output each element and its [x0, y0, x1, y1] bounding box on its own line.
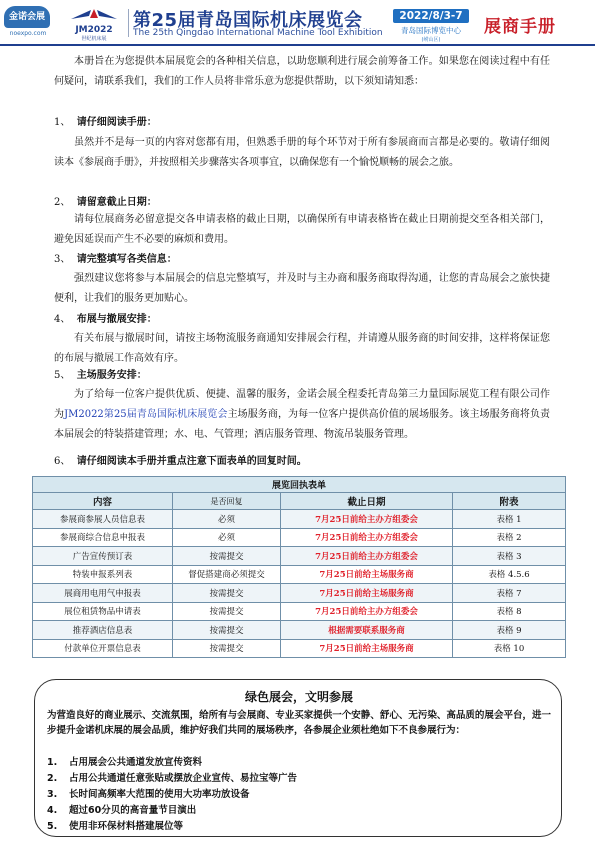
col-header-reply: 是否回复 — [173, 493, 281, 510]
section-1-heading — [54, 116, 157, 130]
section-title: 请仔细阅读手册： — [76, 117, 157, 128]
notice-item — [47, 772, 297, 786]
table-row — [33, 528, 566, 547]
section-5-body — [54, 385, 550, 445]
exhibition-title-en: The 25th Qingdao International Machine Tool Exhibition — [133, 28, 383, 38]
jm-name: JM2022 — [75, 25, 113, 35]
exhibition-title-cn: 第25届青岛国际机床展览会 — [133, 10, 363, 31]
cell-content: 推荐酒店信息表 — [33, 621, 173, 640]
header-rule — [0, 44, 595, 46]
logo-website: noexpo.com — [9, 30, 47, 37]
cell-content: 广告宣传预订表 — [33, 547, 173, 566]
item-text: 超过60分贝的高音量节目演出 — [69, 805, 197, 816]
cell-content: 展位租赁物品申请表 — [33, 602, 173, 621]
logo-badge: 金诺会展 — [4, 6, 50, 28]
exhibition-name-highlight: JM2022第25届青岛国际机床展览会 — [64, 409, 228, 420]
cell-reply: 按需提交 — [173, 639, 281, 658]
table-row — [33, 565, 566, 584]
cell-reply: 按需提交 — [173, 584, 281, 603]
jm2022-logo — [61, 6, 127, 40]
item-text: 长时间高频率大范围的使用大功率功放设备 — [69, 789, 250, 800]
table-row — [33, 639, 566, 658]
exhibition-date: 2022/8/3-7 — [393, 9, 469, 23]
page-header — [0, 0, 595, 44]
cell-reply: 按需提交 — [173, 547, 281, 566]
cell-attachment: 表格 9 — [453, 621, 566, 640]
header-divider — [128, 9, 129, 37]
section-number: 2、 — [54, 197, 71, 208]
cell-deadline: 7月25日前给主场服务商 — [281, 584, 453, 603]
table-row — [33, 602, 566, 621]
item-text: 使用非环保材料搭建展位等 — [69, 821, 184, 832]
section-title: 请留意截止日期： — [76, 197, 157, 208]
section-5-body-post: 主场服务商，为每一位客户提供高价值的展场服务。该主场服务商将负责本届展会的特装搭建管理；水、电、气管理；酒店服务管理、物流吊装服务管理。 — [54, 409, 551, 440]
cell-content: 参展商综合信息申报表 — [33, 528, 173, 547]
item-number: 1. — [47, 757, 58, 768]
section-number: 1、 — [54, 117, 71, 128]
table-row — [33, 584, 566, 603]
section-4-heading — [54, 313, 157, 327]
noexpo-logo — [4, 6, 52, 40]
cell-reply: 按需提交 — [173, 602, 281, 621]
cell-deadline: 7月25日前给主办方组委会 — [281, 547, 453, 566]
notice-item — [47, 804, 196, 818]
cell-reply: 按需提交 — [173, 621, 281, 640]
cell-content: 付款单位开票信息表 — [33, 639, 173, 658]
cell-attachment: 表格 2 — [453, 528, 566, 547]
item-number: 2. — [47, 773, 58, 784]
section-title: 请仔细阅读本手册并重点注意下面表单的回复时间。 — [76, 456, 307, 467]
section-number: 6、 — [54, 456, 71, 467]
cell-attachment: 表格 7 — [453, 584, 566, 603]
item-number: 4. — [47, 805, 58, 816]
cell-deadline: 7月25日前给主办方组委会 — [281, 510, 453, 529]
table-row — [33, 621, 566, 640]
notice-title: 绿色展会，文明参展 — [244, 690, 353, 704]
cell-deadline: 7月25日前给主办方组委会 — [281, 602, 453, 621]
item-text: 占用公共通道任意张贴或摆放企业宣传、易拉宝等广告 — [69, 773, 298, 784]
cell-deadline: 7月25日前给主场服务商 — [281, 639, 453, 658]
jm-sub: 世纪机床展 — [81, 36, 107, 42]
cell-attachment: 表格 4.5.6 — [453, 565, 566, 584]
date-venue-box — [393, 9, 469, 41]
cell-deadline: 根据需要联系服务商 — [281, 621, 453, 640]
col-header-deadline: 截止日期 — [281, 493, 453, 510]
col-header-attachment: 附表 — [453, 493, 566, 510]
cell-attachment: 表格 8 — [453, 602, 566, 621]
item-number: 3. — [47, 789, 58, 800]
green-expo-notice — [34, 679, 562, 837]
cell-content: 特装申报系列表 — [33, 565, 173, 584]
cell-attachment: 表格 3 — [453, 547, 566, 566]
intro-paragraph: 本册旨在为您提供本届展览会的各种相关信息，以助您顺利进行展会前筹备工作。如果您在阅读过程中有任何疑问，请联系我们，我们的工作人员将非常乐意为您提供帮助，以下须知请知悉： — [54, 56, 550, 87]
cell-attachment: 表格 1 — [453, 510, 566, 529]
table-row — [33, 547, 566, 566]
section-5-heading — [54, 369, 147, 383]
manual-label: 展商手册 — [484, 17, 556, 37]
reply-form-table — [32, 476, 565, 658]
item-text: 占用展会公共通道发放宣传资料 — [69, 757, 203, 768]
venue-district: (崂山区) — [421, 37, 441, 43]
section-5-body-pre: 为了给每一位客户提供优质、便捷、温馨的服务，金诺会展全程委托青岛第三力量国际展览工程有限公司作为 — [54, 389, 550, 420]
cell-reply: 督促搭建商必须提交 — [173, 565, 281, 584]
cell-reply: 必须 — [173, 528, 281, 547]
venue-name: 青岛国际博览中心 — [401, 26, 461, 35]
section-title: 主场服务安排： — [76, 370, 147, 381]
notice-item — [47, 756, 202, 770]
section-number: 4、 — [54, 314, 71, 325]
wing-icon — [69, 7, 119, 21]
col-header-content: 内容 — [33, 493, 173, 510]
section-2-heading — [54, 196, 157, 210]
cell-deadline: 7月25日前给主场服务商 — [281, 565, 453, 584]
section-2-body: 请每位展商务必留意提交各申请表格的截止日期，以确保所有申请表格皆在截止日期前提交至各相关部门，避免因延误而产生不必要的麻烦和费用。 — [54, 214, 550, 245]
notice-item — [47, 788, 250, 802]
section-title: 布展与撤展安排： — [76, 314, 157, 325]
section-1-body: 虽然并不是每一页的内容对您都有用，但熟悉手册的每个环节对于所有参展商而言都是必要的。敬请仔细阅读本《参展商手册》，并按照相关步骤落实各项事宜，以确保您有一个愉悦顺畅的展会之旅。 — [54, 137, 550, 168]
cell-deadline: 7月25日前给主办方组委会 — [281, 528, 453, 547]
section-number: 3、 — [54, 254, 71, 265]
section-3-heading — [54, 253, 177, 267]
notice-item — [47, 820, 183, 834]
cell-reply: 必须 — [173, 510, 281, 529]
section-4-body: 有关布展与撤展时间，请按主场物流服务商通知安排展会行程，并请遵从服务商的时间安排，这样将保证您的布展与撤展工作高效有序。 — [54, 333, 550, 364]
notice-intro: 为营造良好的商业展示、交流氛围，给所有与会展商、专业买家提供一个安静、舒心、无污染、高品质的展会平台，进一步提升金诺机床展的展会品质，维护好我们共同的展场秩序，各参展企业须杜绝如下不良参展行为： — [47, 710, 551, 736]
table-title: 展览回执表单 — [33, 477, 566, 493]
section-6-heading — [54, 455, 307, 469]
section-number: 5、 — [54, 370, 71, 381]
item-number: 5. — [47, 821, 58, 832]
section-3-body: 强烈建议您将参与本届展会的信息完整填写，并及时与主办商和服务商取得沟通，让您的青岛展会之旅快捷便利，让我们的服务更加贴心。 — [54, 273, 550, 304]
cell-content: 展商用电用气申报表 — [33, 584, 173, 603]
table-row — [33, 510, 566, 529]
cell-content: 参展商参展人员信息表 — [33, 510, 173, 529]
cell-attachment: 表格 10 — [453, 639, 566, 658]
section-title: 请完整填写各类信息： — [76, 254, 177, 265]
